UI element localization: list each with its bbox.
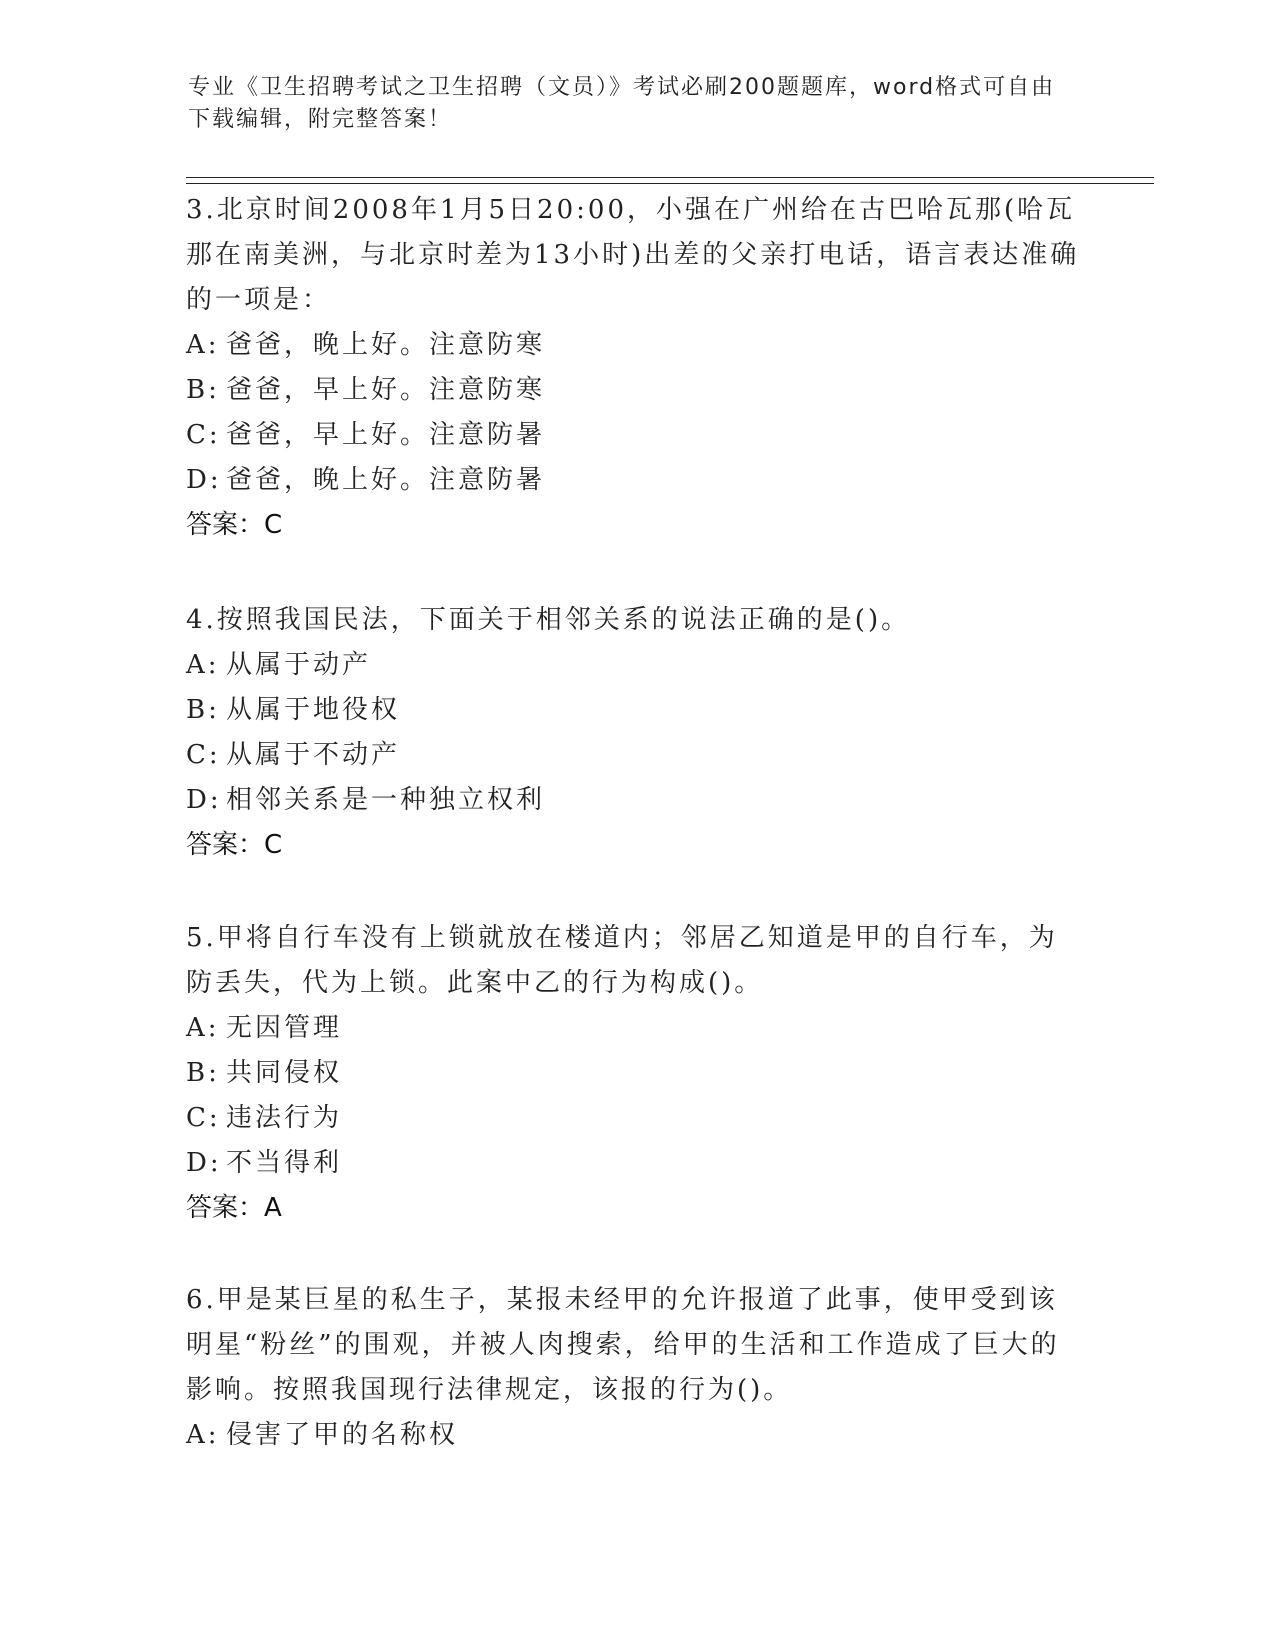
option-text: 违法行为	[226, 1103, 343, 1133]
option-d	[186, 778, 1086, 823]
option-text: 爸爸，早上好。注意防暑	[226, 420, 546, 450]
header-divider-top	[186, 177, 1154, 178]
option-key: B:	[186, 695, 220, 725]
question-stem: 6.甲是某巨星的私生子，某报未经甲的允许报道了此事，使甲受到该明星“粉丝”的围观，并被人肉搜索，给甲的生活和工作造成了巨大的影响。按照我国现行法律规定，该报的行为()。	[186, 1285, 1060, 1405]
header-divider-bottom	[186, 183, 1154, 184]
option-b	[186, 368, 1086, 413]
option-key: C:	[186, 420, 221, 450]
question-5	[186, 916, 1086, 1231]
option-c	[186, 1096, 1086, 1141]
option-a	[186, 1413, 1086, 1458]
option-key: D:	[186, 1148, 222, 1178]
option-d	[186, 1141, 1086, 1186]
option-text: 不当得利	[226, 1148, 343, 1178]
question-4	[186, 598, 1086, 868]
option-text: 侵害了甲的名称权	[226, 1420, 459, 1450]
answer-label: 答案：C	[186, 830, 283, 860]
option-d	[186, 458, 1086, 503]
question-stem: 4.按照我国民法，下面关于相邻关系的说法正确的是()。	[186, 605, 911, 635]
option-c	[186, 413, 1086, 458]
option-key: C:	[186, 740, 221, 770]
option-key: A:	[186, 650, 220, 680]
option-key: D:	[186, 465, 222, 495]
option-key: C:	[186, 1103, 221, 1133]
option-text: 相邻关系是一种独立权利	[226, 785, 546, 815]
option-key: A:	[186, 1420, 220, 1450]
option-text: 爸爸，晚上好。注意防暑	[226, 465, 546, 495]
option-text: 无因管理	[226, 1013, 343, 1043]
option-a	[186, 1006, 1086, 1051]
option-key: B:	[186, 1058, 220, 1088]
answer-label: 答案：A	[186, 1193, 282, 1223]
option-c	[186, 733, 1086, 778]
option-text: 从属于地役权	[226, 695, 401, 725]
option-text: 从属于动产	[226, 650, 372, 680]
option-key: D:	[186, 785, 222, 815]
question-6	[186, 1278, 1086, 1458]
option-b	[186, 1051, 1086, 1096]
answer-label: 答案：C	[186, 510, 283, 540]
option-text: 从属于不动产	[226, 740, 401, 770]
option-text: 共同侵权	[226, 1058, 343, 1088]
document-header	[188, 72, 1068, 136]
option-a	[186, 643, 1086, 688]
option-a	[186, 323, 1086, 368]
question-stem: 3.北京时间2008年1月5日20:00，小强在广州给在古巴哈瓦那(哈瓦那在南美洲，与北京时差为13小时)出差的父亲打电话，语言表达准确的一项是：	[186, 195, 1080, 315]
option-key: B:	[186, 375, 220, 405]
question-stem: 5.甲将自行车没有上锁就放在楼道内；邻居乙知道是甲的自行车，为防丢失，代为上锁。此案中乙的行为构成()。	[186, 923, 1058, 998]
header-title: 专业《卫生招聘考试之卫生招聘（文员）》考试必刷200题题库，word格式可自由下载编辑，附完整答案！	[188, 75, 1056, 132]
option-text: 爸爸，早上好。注意防寒	[226, 375, 546, 405]
question-3	[186, 188, 1086, 548]
option-key: A:	[186, 330, 220, 360]
option-text: 爸爸，晚上好。注意防寒	[226, 330, 546, 360]
option-key: A:	[186, 1013, 220, 1043]
option-b	[186, 688, 1086, 733]
